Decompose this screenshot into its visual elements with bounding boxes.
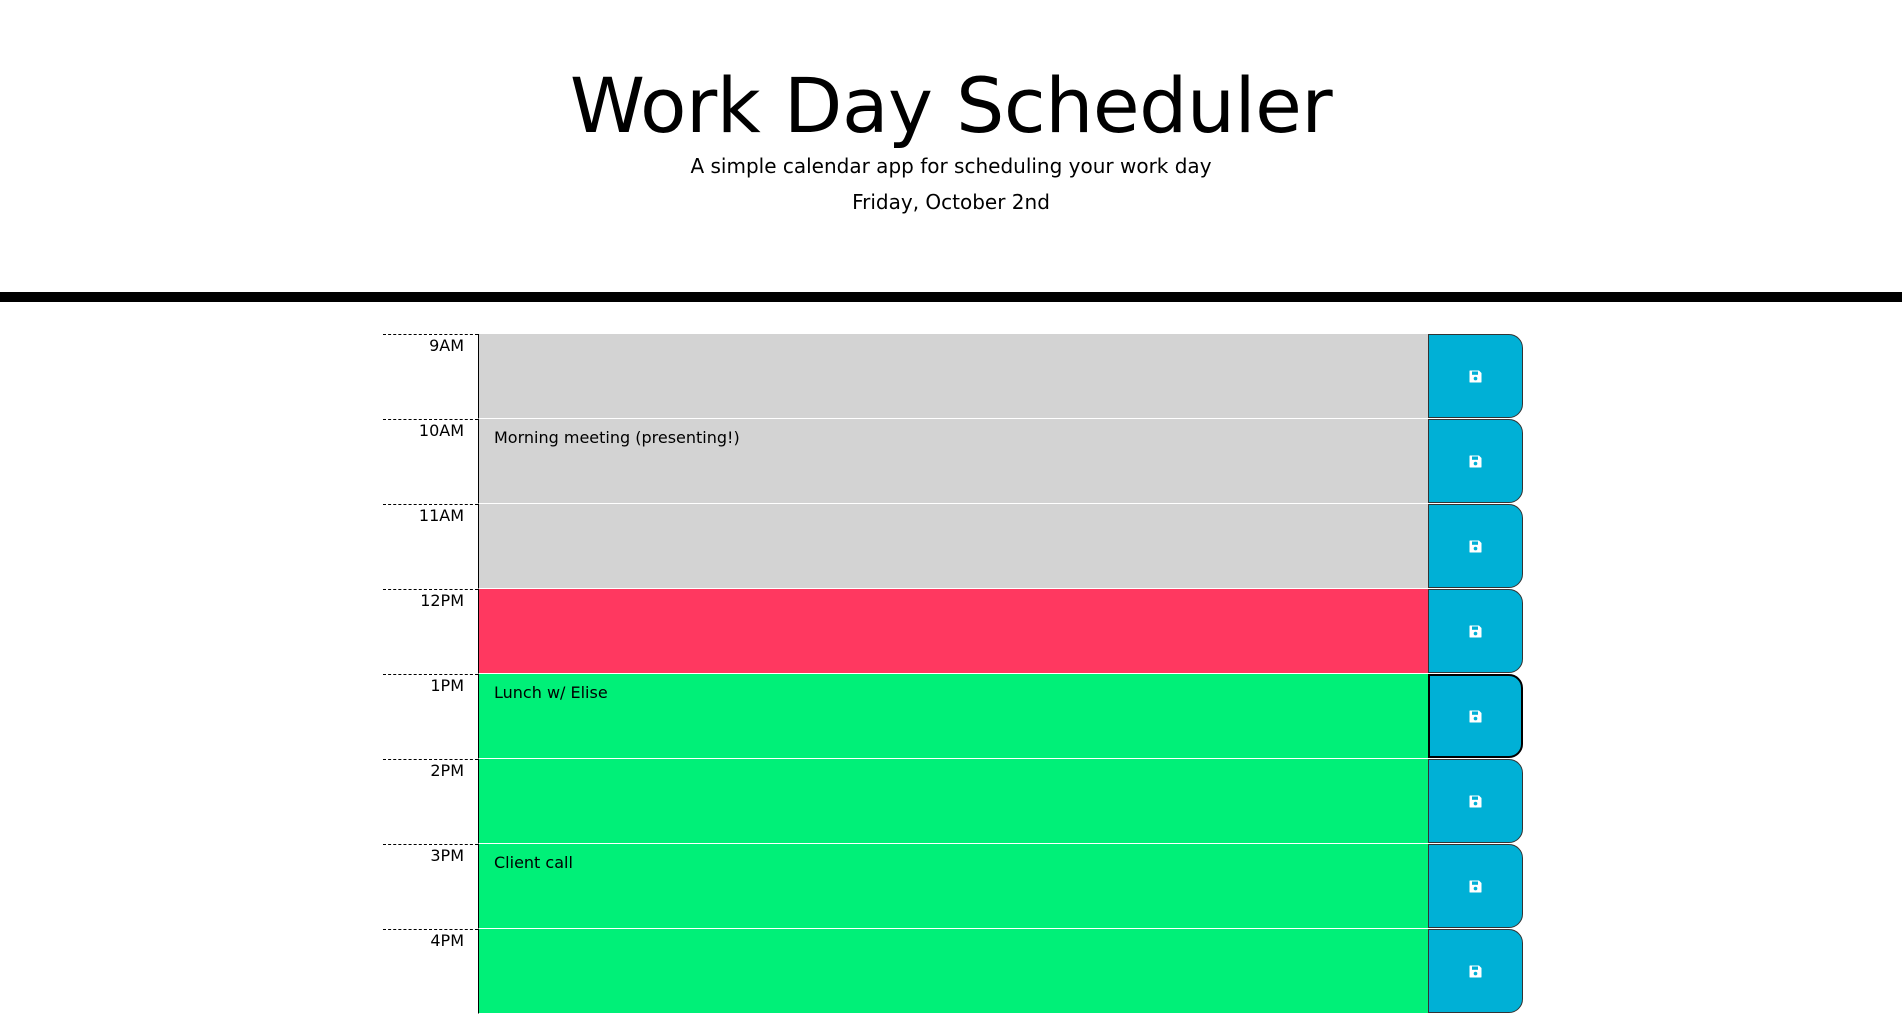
save-button[interactable]: [1428, 504, 1523, 588]
hour-label: 12PM: [383, 589, 478, 674]
page-title: Work Day Scheduler: [569, 61, 1333, 150]
hour-label: 10AM: [383, 419, 478, 504]
time-block-1pm: [383, 674, 1523, 759]
save-button[interactable]: [1428, 759, 1523, 843]
time-block-10am: [383, 419, 1523, 504]
hour-label: 1PM: [383, 674, 478, 759]
floppy-disk-icon: [1469, 710, 1482, 723]
save-button[interactable]: [1428, 674, 1523, 758]
time-block-3pm: [383, 844, 1523, 929]
time-block-11am: [383, 504, 1523, 589]
description-input[interactable]: [478, 589, 1428, 674]
floppy-disk-icon: [1469, 795, 1482, 808]
time-block-12pm: [383, 589, 1523, 674]
save-button[interactable]: [1428, 589, 1523, 673]
save-button[interactable]: [1428, 334, 1523, 418]
save-button[interactable]: [1428, 929, 1523, 1013]
floppy-disk-icon: [1469, 540, 1482, 553]
hour-label: 9AM: [383, 334, 478, 419]
description-input[interactable]: Client call: [478, 844, 1428, 929]
floppy-disk-icon: [1469, 370, 1482, 383]
description-input[interactable]: [478, 929, 1428, 1014]
floppy-disk-icon: [1469, 880, 1482, 893]
floppy-disk-icon: [1469, 455, 1482, 468]
hour-label: 3PM: [383, 844, 478, 929]
description-input[interactable]: [478, 334, 1428, 419]
time-block-list: [383, 334, 1523, 1014]
page-subtitle: A simple calendar app for scheduling your work day: [690, 154, 1212, 178]
floppy-disk-icon: [1469, 625, 1482, 638]
time-block-4pm: [383, 929, 1523, 1014]
save-button[interactable]: [1428, 844, 1523, 928]
hour-label: 2PM: [383, 759, 478, 844]
description-input[interactable]: [478, 504, 1428, 589]
hour-label: 11AM: [383, 504, 478, 589]
time-block-2pm: [383, 759, 1523, 844]
time-block-9am: [383, 334, 1523, 419]
description-input[interactable]: Morning meeting (presenting!): [478, 419, 1428, 504]
current-day: Friday, October 2nd: [852, 190, 1050, 214]
description-input[interactable]: [478, 759, 1428, 844]
description-input[interactable]: Lunch w/ Elise: [478, 674, 1428, 759]
header-divider: [0, 292, 1902, 302]
header: [0, 0, 1902, 292]
save-button[interactable]: [1428, 419, 1523, 503]
floppy-disk-icon: [1469, 965, 1482, 978]
hour-label: 4PM: [383, 929, 478, 1014]
